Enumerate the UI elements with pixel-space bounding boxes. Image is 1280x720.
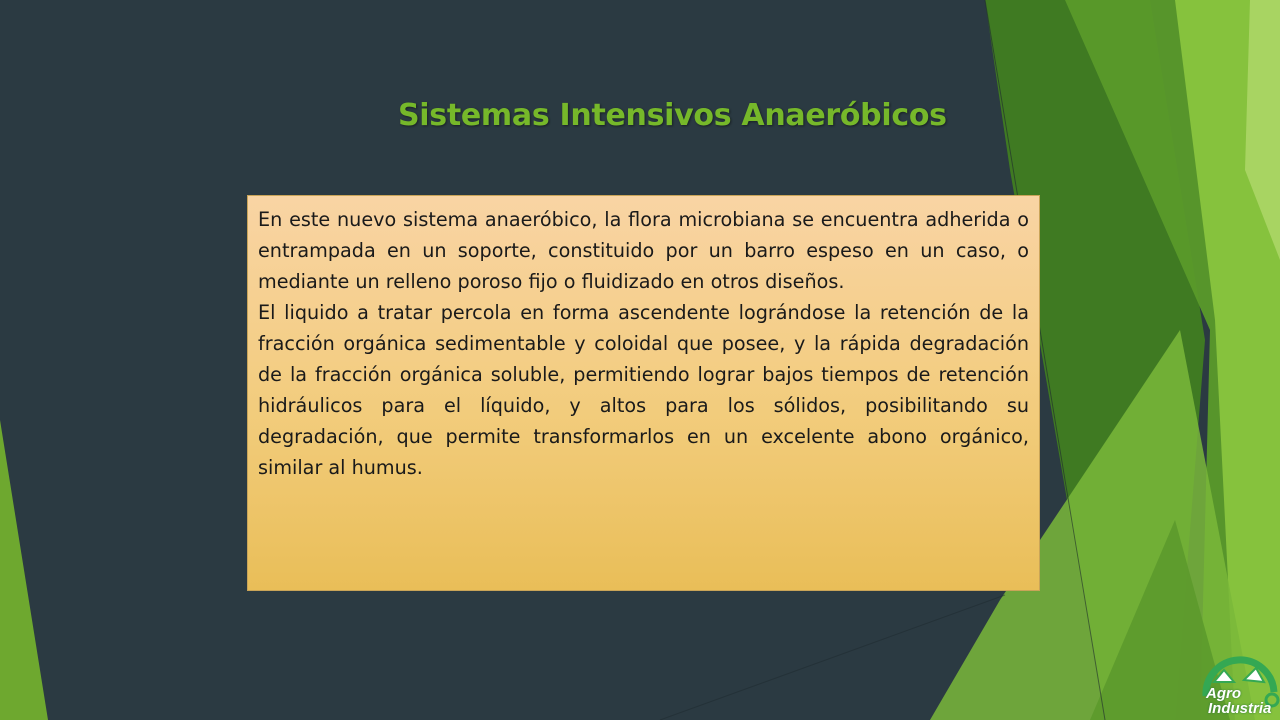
left-green-shape xyxy=(0,420,48,720)
logo-text-industria: Industria xyxy=(1208,700,1272,717)
paragraph-2: El liquido a tratar percola en forma ascendente lográndose la retención de la fracción orgánica sedimentable y coloidal que posee, y la rápida degradación de la fracción orgánica soluble, permitiendo lograr bajos tiempos de retención hidráulicos para el líquido, y altos para los sólidos, posibilitando su degradación, que permite transformarlos en un excelente abono orgánico, similar al humus. xyxy=(258,301,1029,479)
paragraph-1: En este nuevo sistema anaeróbico, la flora microbiana se encuentra adherida o entrampada en un soporte, constituido por un barro espeso en un caso, o mediante un relleno poroso fijo o fluidizado en otros diseños. xyxy=(258,208,1029,293)
slide-title: Sistemas Intensivos Anaeróbicos xyxy=(398,98,947,133)
logo-text-agro: Agro xyxy=(1206,685,1241,702)
content-text-box xyxy=(247,195,1040,591)
